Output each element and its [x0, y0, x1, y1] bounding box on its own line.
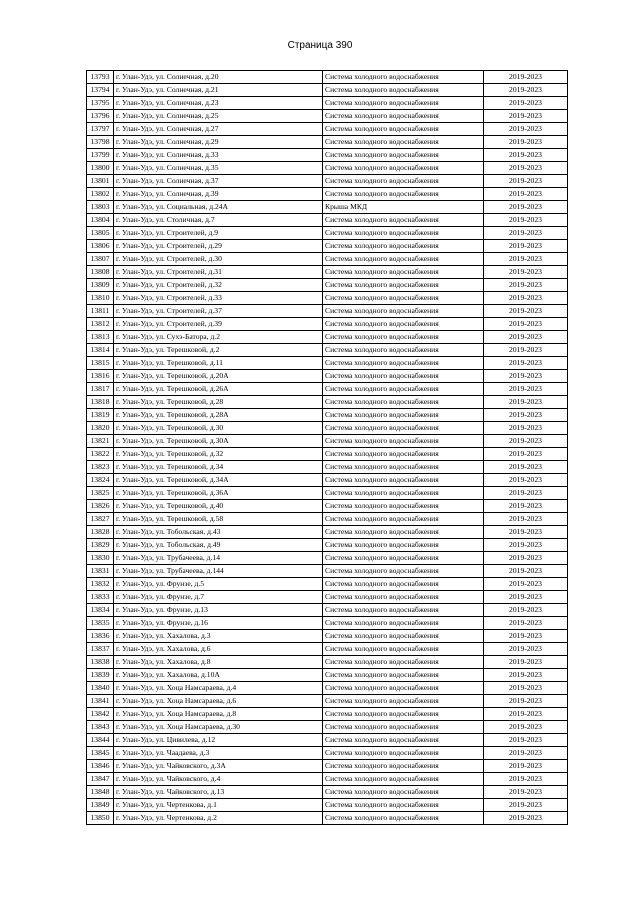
table-row [87, 357, 568, 370]
address-cell: г. Улан-Удэ, ул. Строителей, д.29 [114, 240, 323, 253]
work-type-cell: Система холодного водоснабжения [323, 721, 484, 734]
address-cell: г. Улан-Удэ, ул. Строителей, д.39 [114, 318, 323, 331]
address-cell: г. Улан-Удэ, ул. Трубачеева, д.144 [114, 565, 323, 578]
period-cell: 2019-2023 [484, 682, 568, 695]
table-row [87, 266, 568, 279]
address-cell: г. Улан-Удэ, ул. Терешковой, д.26А [114, 383, 323, 396]
address-cell: г. Улан-Удэ, ул. Солнечная, д.33 [114, 149, 323, 162]
table-row [87, 305, 568, 318]
row-number-cell: 13821 [87, 435, 114, 448]
address-cell: г. Улан-Удэ, ул. Терешковой, д.28А [114, 409, 323, 422]
work-type-cell: Система холодного водоснабжения [323, 799, 484, 812]
table-row [87, 422, 568, 435]
address-cell: г. Улан-Удэ, ул. Хахалова, д.8 [114, 656, 323, 669]
period-cell: 2019-2023 [484, 279, 568, 292]
row-number-cell: 13819 [87, 409, 114, 422]
work-type-cell: Система холодного водоснабжения [323, 227, 484, 240]
table-row [87, 552, 568, 565]
row-number-cell: 13799 [87, 149, 114, 162]
period-cell: 2019-2023 [484, 201, 568, 214]
address-cell: г. Улан-Удэ, ул. Солнечная, д.21 [114, 84, 323, 97]
address-cell: г. Улан-Удэ, ул. Тобольская, д.49 [114, 539, 323, 552]
period-cell: 2019-2023 [484, 773, 568, 786]
table-row [87, 383, 568, 396]
work-type-cell: Система холодного водоснабжения [323, 812, 484, 825]
row-number-cell: 13844 [87, 734, 114, 747]
work-type-cell: Система холодного водоснабжения [323, 422, 484, 435]
address-cell: г. Улан-Удэ, ул. Терешковой, д.11 [114, 357, 323, 370]
row-number-cell: 13850 [87, 812, 114, 825]
table-row [87, 396, 568, 409]
row-number-cell: 13848 [87, 786, 114, 799]
period-cell: 2019-2023 [484, 578, 568, 591]
table-row [87, 799, 568, 812]
address-cell: г. Улан-Удэ, ул. Хахалова, д.3 [114, 630, 323, 643]
table-row [87, 526, 568, 539]
row-number-cell: 13824 [87, 474, 114, 487]
period-cell: 2019-2023 [484, 604, 568, 617]
period-cell: 2019-2023 [484, 617, 568, 630]
table-row [87, 461, 568, 474]
address-cell: г. Улан-Удэ, ул. Солнечная, д.35 [114, 162, 323, 175]
work-type-cell: Система холодного водоснабжения [323, 604, 484, 617]
table-row [87, 747, 568, 760]
period-cell: 2019-2023 [484, 305, 568, 318]
work-type-cell: Система холодного водоснабжения [323, 84, 484, 97]
table-row [87, 409, 568, 422]
work-type-cell: Система холодного водоснабжения [323, 383, 484, 396]
period-cell: 2019-2023 [484, 526, 568, 539]
work-type-cell: Система холодного водоснабжения [323, 448, 484, 461]
table-row [87, 448, 568, 461]
address-cell: г. Улан-Удэ, ул. Трубачеева, д.14 [114, 552, 323, 565]
row-number-cell: 13836 [87, 630, 114, 643]
row-number-cell: 13809 [87, 279, 114, 292]
address-cell: г. Улан-Удэ, ул. Тобольская, д.43 [114, 526, 323, 539]
row-number-cell: 13840 [87, 682, 114, 695]
period-cell: 2019-2023 [484, 695, 568, 708]
address-cell: г. Улан-Удэ, ул. Строителей, д.37 [114, 305, 323, 318]
row-number-cell: 13842 [87, 708, 114, 721]
address-cell: г. Улан-Удэ, ул. Чайковского, д.4 [114, 773, 323, 786]
work-type-cell: Система холодного водоснабжения [323, 305, 484, 318]
work-type-cell: Система холодного водоснабжения [323, 240, 484, 253]
address-cell: г. Улан-Удэ, ул. Чертенкова, д.2 [114, 812, 323, 825]
address-cell: г. Улан-Удэ, ул. Солнечная, д.25 [114, 110, 323, 123]
row-number-cell: 13846 [87, 760, 114, 773]
address-cell: г. Улан-Удэ, ул. Хахалова, д.6 [114, 643, 323, 656]
period-cell: 2019-2023 [484, 97, 568, 110]
row-number-cell: 13825 [87, 487, 114, 500]
registry-table [86, 70, 568, 825]
work-type-cell: Система холодного водоснабжения [323, 292, 484, 305]
address-cell: г. Улан-Удэ, ул. Солнечная, д.20 [114, 71, 323, 84]
table-row [87, 240, 568, 253]
table-row [87, 682, 568, 695]
work-type-cell: Система холодного водоснабжения [323, 617, 484, 630]
table-row [87, 708, 568, 721]
period-cell: 2019-2023 [484, 240, 568, 253]
work-type-cell: Система холодного водоснабжения [323, 760, 484, 773]
period-cell: 2019-2023 [484, 734, 568, 747]
row-number-cell: 13795 [87, 97, 114, 110]
table-row [87, 331, 568, 344]
work-type-cell: Система холодного водоснабжения [323, 357, 484, 370]
address-cell: г. Улан-Удэ, ул. Чайковского, д.3А [114, 760, 323, 773]
table-row [87, 591, 568, 604]
table-row [87, 318, 568, 331]
work-type-cell: Система холодного водоснабжения [323, 539, 484, 552]
period-cell: 2019-2023 [484, 461, 568, 474]
row-number-cell: 13841 [87, 695, 114, 708]
table-row [87, 162, 568, 175]
row-number-cell: 13839 [87, 669, 114, 682]
work-type-cell: Система холодного водоснабжения [323, 552, 484, 565]
address-cell: г. Улан-Удэ, ул. Хахалова, д.10А [114, 669, 323, 682]
row-number-cell: 13807 [87, 253, 114, 266]
row-number-cell: 13849 [87, 799, 114, 812]
table-row [87, 539, 568, 552]
work-type-cell: Система холодного водоснабжения [323, 279, 484, 292]
period-cell: 2019-2023 [484, 552, 568, 565]
work-type-cell: Система холодного водоснабжения [323, 71, 484, 84]
table-row [87, 136, 568, 149]
table-row [87, 110, 568, 123]
row-number-cell: 13826 [87, 500, 114, 513]
work-type-cell: Система холодного водоснабжения [323, 331, 484, 344]
work-type-cell: Система холодного водоснабжения [323, 630, 484, 643]
row-number-cell: 13834 [87, 604, 114, 617]
work-type-cell: Система холодного водоснабжения [323, 513, 484, 526]
period-cell: 2019-2023 [484, 812, 568, 825]
period-cell: 2019-2023 [484, 474, 568, 487]
period-cell: 2019-2023 [484, 630, 568, 643]
period-cell: 2019-2023 [484, 331, 568, 344]
period-cell: 2019-2023 [484, 435, 568, 448]
period-cell: 2019-2023 [484, 656, 568, 669]
address-cell: г. Улан-Удэ, ул. Хоца Намсараева, д.8 [114, 708, 323, 721]
address-cell: г. Улан-Удэ, ул. Строителей, д.33 [114, 292, 323, 305]
table-row [87, 253, 568, 266]
registry-body [87, 71, 568, 825]
table-row [87, 760, 568, 773]
address-cell: г. Улан-Удэ, ул. Хоца Намсараева, д.4 [114, 682, 323, 695]
row-number-cell: 13830 [87, 552, 114, 565]
row-number-cell: 13829 [87, 539, 114, 552]
period-cell: 2019-2023 [484, 799, 568, 812]
period-cell: 2019-2023 [484, 721, 568, 734]
period-cell: 2019-2023 [484, 708, 568, 721]
address-cell: г. Улан-Удэ, ул. Сухэ-Батора, д.2 [114, 331, 323, 344]
row-number-cell: 13813 [87, 331, 114, 344]
address-cell: г. Улан-Удэ, ул. Чаадаева, д.3 [114, 747, 323, 760]
address-cell: г. Улан-Удэ, ул. Чертенкова, д.1 [114, 799, 323, 812]
address-cell: г. Улан-Удэ, ул. Солнечная, д.39 [114, 188, 323, 201]
table-row [87, 695, 568, 708]
work-type-cell: Система холодного водоснабжения [323, 773, 484, 786]
row-number-cell: 13818 [87, 396, 114, 409]
address-cell: г. Улан-Удэ, ул. Терешковой, д.34А [114, 474, 323, 487]
table-row [87, 617, 568, 630]
period-cell: 2019-2023 [484, 786, 568, 799]
table-row [87, 630, 568, 643]
work-type-cell: Система холодного водоснабжения [323, 409, 484, 422]
period-cell: 2019-2023 [484, 344, 568, 357]
period-cell: 2019-2023 [484, 227, 568, 240]
row-number-cell: 13800 [87, 162, 114, 175]
work-type-cell: Система холодного водоснабжения [323, 669, 484, 682]
address-cell: г. Улан-Удэ, ул. Фрунзе, д.16 [114, 617, 323, 630]
work-type-cell: Система холодного водоснабжения [323, 500, 484, 513]
table-row [87, 500, 568, 513]
table-row [87, 123, 568, 136]
page-header: Страница 390 [287, 40, 353, 51]
address-cell: г. Улан-Удэ, ул. Терешковой, д.30 [114, 422, 323, 435]
period-cell: 2019-2023 [484, 591, 568, 604]
address-cell: г. Улан-Удэ, ул. Строителей, д.31 [114, 266, 323, 279]
row-number-cell: 13796 [87, 110, 114, 123]
period-cell: 2019-2023 [484, 383, 568, 396]
work-type-cell: Система холодного водоснабжения [323, 656, 484, 669]
period-cell: 2019-2023 [484, 162, 568, 175]
table-row [87, 786, 568, 799]
period-cell: 2019-2023 [484, 539, 568, 552]
table-row [87, 565, 568, 578]
table-row [87, 188, 568, 201]
row-number-cell: 13808 [87, 266, 114, 279]
period-cell: 2019-2023 [484, 760, 568, 773]
period-cell: 2019-2023 [484, 253, 568, 266]
table-row [87, 214, 568, 227]
address-cell: г. Улан-Удэ, ул. Солнечная, д.29 [114, 136, 323, 149]
table-row [87, 84, 568, 97]
period-cell: 2019-2023 [484, 214, 568, 227]
period-cell: 2019-2023 [484, 500, 568, 513]
work-type-cell: Система холодного водоснабжения [323, 786, 484, 799]
address-cell: г. Улан-Удэ, ул. Хоца Намсараева, д.6 [114, 695, 323, 708]
address-cell: г. Улан-Удэ, ул. Терешковой, д.36А [114, 487, 323, 500]
table-row [87, 734, 568, 747]
address-cell: г. Улан-Удэ, ул. Хоца Намсараева, д.30 [114, 721, 323, 734]
row-number-cell: 13811 [87, 305, 114, 318]
address-cell: г. Улан-Удэ, ул. Терешковой, д.28 [114, 396, 323, 409]
work-type-cell: Система холодного водоснабжения [323, 162, 484, 175]
row-number-cell: 13831 [87, 565, 114, 578]
period-cell: 2019-2023 [484, 318, 568, 331]
work-type-cell: Система холодного водоснабжения [323, 578, 484, 591]
work-type-cell: Система холодного водоснабжения [323, 344, 484, 357]
address-cell: г. Улан-Удэ, ул. Строителей, д.32 [114, 279, 323, 292]
work-type-cell: Система холодного водоснабжения [323, 149, 484, 162]
row-number-cell: 13816 [87, 370, 114, 383]
table-row [87, 71, 568, 84]
work-type-cell: Система холодного водоснабжения [323, 682, 484, 695]
address-cell: г. Улан-Удэ, ул. Фрунзе, д.13 [114, 604, 323, 617]
row-number-cell: 13820 [87, 422, 114, 435]
table-row [87, 292, 568, 305]
table-row [87, 227, 568, 240]
row-number-cell: 13833 [87, 591, 114, 604]
period-cell: 2019-2023 [484, 149, 568, 162]
table-row [87, 669, 568, 682]
row-number-cell: 13810 [87, 292, 114, 305]
row-number-cell: 13798 [87, 136, 114, 149]
address-cell: г. Улан-Удэ, ул. Терешковой, д.20А [114, 370, 323, 383]
row-number-cell: 13806 [87, 240, 114, 253]
work-type-cell: Крыша МКД [323, 201, 484, 214]
address-cell: г. Улан-Удэ, ул. Строителей, д.30 [114, 253, 323, 266]
work-type-cell: Система холодного водоснабжения [323, 461, 484, 474]
table-row [87, 344, 568, 357]
table-row [87, 578, 568, 591]
work-type-cell: Система холодного водоснабжения [323, 253, 484, 266]
table-row [87, 721, 568, 734]
table-row [87, 474, 568, 487]
table-row [87, 370, 568, 383]
work-type-cell: Система холодного водоснабжения [323, 123, 484, 136]
period-cell: 2019-2023 [484, 292, 568, 305]
row-number-cell: 13817 [87, 383, 114, 396]
period-cell: 2019-2023 [484, 643, 568, 656]
row-number-cell: 13847 [87, 773, 114, 786]
row-number-cell: 13814 [87, 344, 114, 357]
row-number-cell: 13803 [87, 201, 114, 214]
period-cell: 2019-2023 [484, 422, 568, 435]
address-cell: г. Улан-Удэ, ул. Терешковой, д.2 [114, 344, 323, 357]
address-cell: г. Улан-Удэ, ул. Чайковского, д.13 [114, 786, 323, 799]
address-cell: г. Улан-Удэ, ул. Терешковой, д.30А [114, 435, 323, 448]
work-type-cell: Система холодного водоснабжения [323, 487, 484, 500]
period-cell: 2019-2023 [484, 136, 568, 149]
row-number-cell: 13794 [87, 84, 114, 97]
row-number-cell: 13802 [87, 188, 114, 201]
row-number-cell: 13832 [87, 578, 114, 591]
row-number-cell: 13805 [87, 227, 114, 240]
work-type-cell: Система холодного водоснабжения [323, 110, 484, 123]
period-cell: 2019-2023 [484, 188, 568, 201]
address-cell: г. Улан-Удэ, ул. Строителей, д.9 [114, 227, 323, 240]
row-number-cell: 13823 [87, 461, 114, 474]
work-type-cell: Система холодного водоснабжения [323, 526, 484, 539]
work-type-cell: Система холодного водоснабжения [323, 266, 484, 279]
work-type-cell: Система холодного водоснабжения [323, 188, 484, 201]
table-row [87, 97, 568, 110]
row-number-cell: 13827 [87, 513, 114, 526]
work-type-cell: Система холодного водоснабжения [323, 565, 484, 578]
row-number-cell: 13845 [87, 747, 114, 760]
period-cell: 2019-2023 [484, 448, 568, 461]
work-type-cell: Система холодного водоснабжения [323, 734, 484, 747]
address-cell: г. Улан-Удэ, ул. Солнечная, д.23 [114, 97, 323, 110]
period-cell: 2019-2023 [484, 409, 568, 422]
work-type-cell: Система холодного водоснабжения [323, 591, 484, 604]
row-number-cell: 13828 [87, 526, 114, 539]
table-row [87, 604, 568, 617]
period-cell: 2019-2023 [484, 71, 568, 84]
work-type-cell: Система холодного водоснабжения [323, 318, 484, 331]
period-cell: 2019-2023 [484, 487, 568, 500]
period-cell: 2019-2023 [484, 513, 568, 526]
table-row [87, 643, 568, 656]
row-number-cell: 13801 [87, 175, 114, 188]
address-cell: г. Улан-Удэ, ул. Солнечная, д.37 [114, 175, 323, 188]
address-cell: г. Улан-Удэ, ул. Социальная, д.24А [114, 201, 323, 214]
address-cell: г. Улан-Удэ, ул. Терешковой, д.40 [114, 500, 323, 513]
work-type-cell: Система холодного водоснабжения [323, 435, 484, 448]
period-cell: 2019-2023 [484, 396, 568, 409]
work-type-cell: Система холодного водоснабжения [323, 474, 484, 487]
table-row [87, 149, 568, 162]
address-cell: г. Улан-Удэ, ул. Фрунзе, д.7 [114, 591, 323, 604]
row-number-cell: 13812 [87, 318, 114, 331]
period-cell: 2019-2023 [484, 266, 568, 279]
work-type-cell: Система холодного водоснабжения [323, 97, 484, 110]
work-type-cell: Система холодного водоснабжения [323, 396, 484, 409]
row-number-cell: 13838 [87, 656, 114, 669]
period-cell: 2019-2023 [484, 370, 568, 383]
period-cell: 2019-2023 [484, 84, 568, 97]
period-cell: 2019-2023 [484, 357, 568, 370]
row-number-cell: 13797 [87, 123, 114, 136]
table-row [87, 656, 568, 669]
period-cell: 2019-2023 [484, 669, 568, 682]
row-number-cell: 13815 [87, 357, 114, 370]
table-row [87, 773, 568, 786]
period-cell: 2019-2023 [484, 565, 568, 578]
address-cell: г. Улан-Удэ, ул. Столичная, д.7 [114, 214, 323, 227]
table-row [87, 435, 568, 448]
row-number-cell: 13822 [87, 448, 114, 461]
work-type-cell: Система холодного водоснабжения [323, 175, 484, 188]
table-row [87, 201, 568, 214]
address-cell: г. Улан-Удэ, ул. Цивилева, д.12 [114, 734, 323, 747]
period-cell: 2019-2023 [484, 110, 568, 123]
work-type-cell: Система холодного водоснабжения [323, 747, 484, 760]
row-number-cell: 13804 [87, 214, 114, 227]
work-type-cell: Система холодного водоснабжения [323, 136, 484, 149]
period-cell: 2019-2023 [484, 175, 568, 188]
row-number-cell: 13843 [87, 721, 114, 734]
table-row [87, 513, 568, 526]
row-number-cell: 13837 [87, 643, 114, 656]
table-row [87, 279, 568, 292]
work-type-cell: Система холодного водоснабжения [323, 214, 484, 227]
address-cell: г. Улан-Удэ, ул. Терешковой, д.34 [114, 461, 323, 474]
address-cell: г. Улан-Удэ, ул. Терешковой, д.32 [114, 448, 323, 461]
table-row [87, 812, 568, 825]
address-cell: г. Улан-Удэ, ул. Фрунзе, д.5 [114, 578, 323, 591]
period-cell: 2019-2023 [484, 123, 568, 136]
address-cell: г. Улан-Удэ, ул. Солнечная, д.27 [114, 123, 323, 136]
work-type-cell: Система холодного водоснабжения [323, 708, 484, 721]
work-type-cell: Система холодного водоснабжения [323, 370, 484, 383]
row-number-cell: 13793 [87, 71, 114, 84]
row-number-cell: 13835 [87, 617, 114, 630]
address-cell: г. Улан-Удэ, ул. Терешковой, д.58 [114, 513, 323, 526]
work-type-cell: Система холодного водоснабжения [323, 643, 484, 656]
period-cell: 2019-2023 [484, 747, 568, 760]
work-type-cell: Система холодного водоснабжения [323, 695, 484, 708]
table-row [87, 175, 568, 188]
table-row [87, 487, 568, 500]
